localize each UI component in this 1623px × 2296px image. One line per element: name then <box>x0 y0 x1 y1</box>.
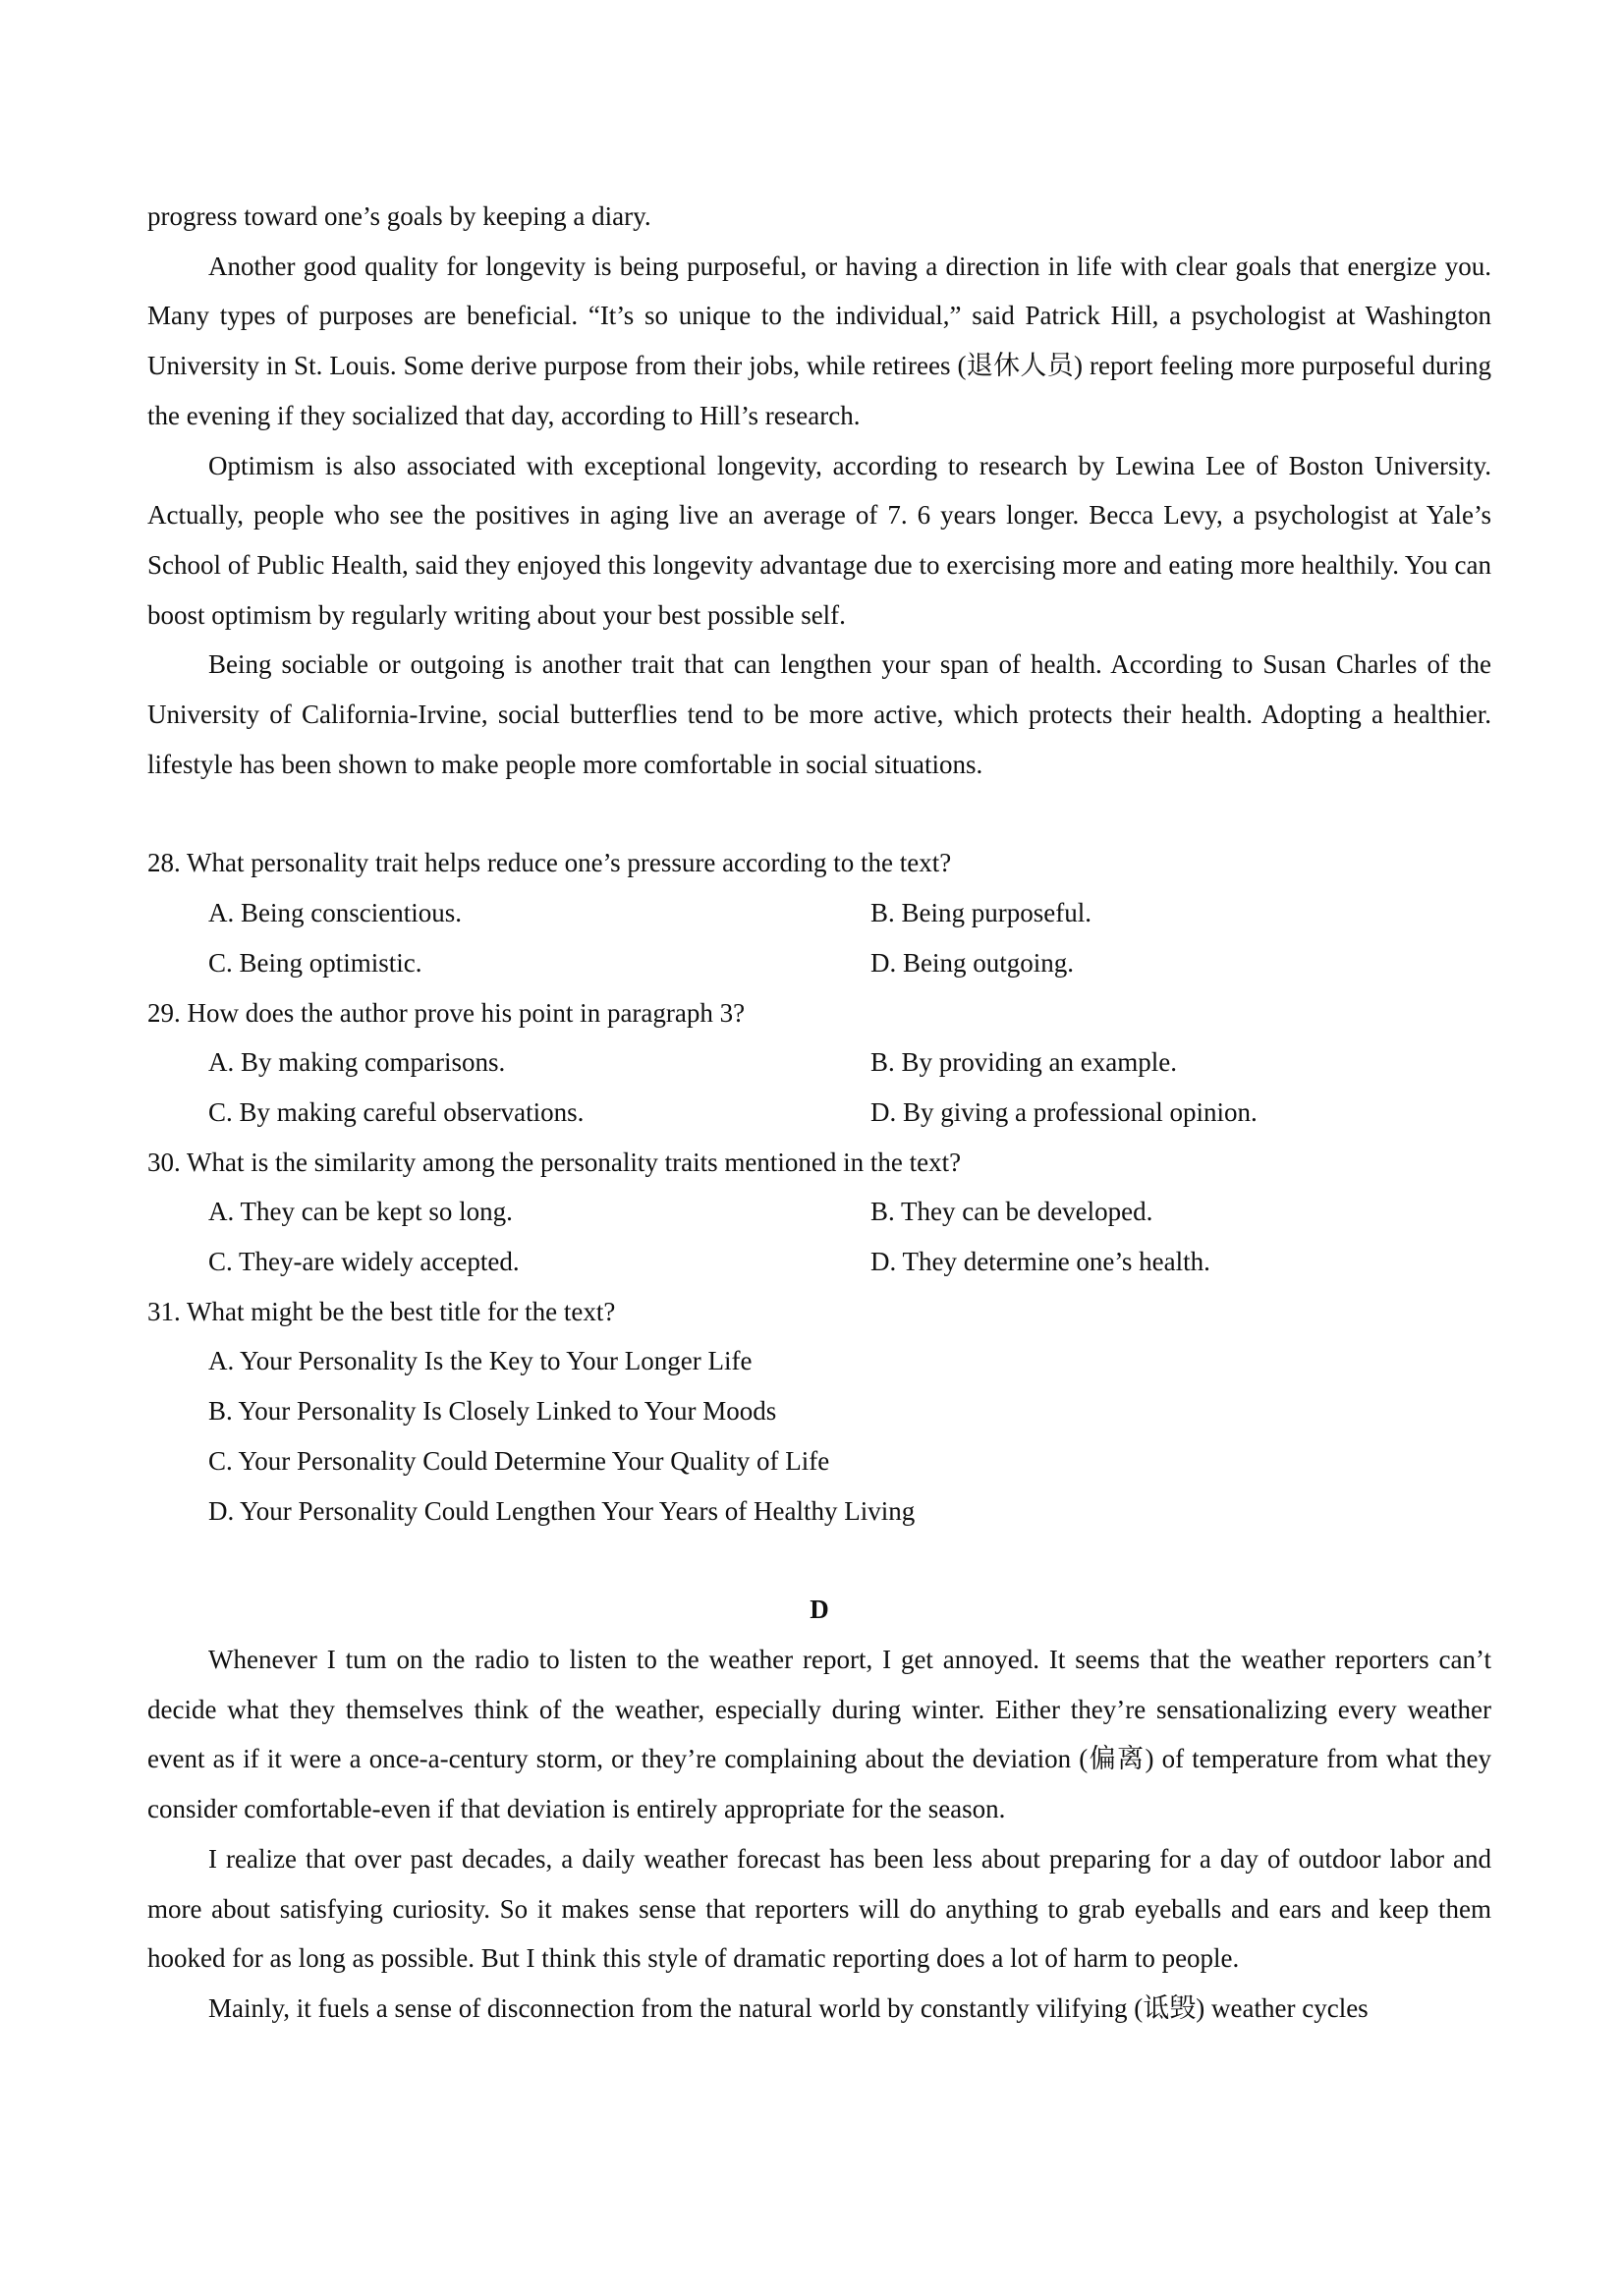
section-title: D <box>810 1595 829 1625</box>
question-stem: 28. What personality trait helps reduce one’s pressure according to the text? <box>147 848 952 878</box>
option-b: B. Your Personality Is Closely Linked to Your Moods <box>208 1396 777 1427</box>
option-c: C. By making careful observations. <box>208 1096 585 1127</box>
question-stem: 29. How does the author prove his point in paragraph 3? <box>147 997 746 1028</box>
option-d: D. They determine one’s health. <box>870 1247 1210 1277</box>
exam-page <box>147 192 1491 2034</box>
passage-d-paragraph-1: Whenever I tum on the radio to listen to the weather report, I get annoyed. It seems that the weather reporters can’t decide what they themselves think of the weather, especially during winter. Either they’re sensationalizing every weather event as if it were a once-a-century storm, or they’re complaining about the deviation (偏离) of temperature from what they consider comfortable-even if that deviation is entirely appropriate for the season. <box>147 1644 1491 1824</box>
option-c: C. They-are widely accepted. <box>208 1247 520 1277</box>
section-gap <box>147 1536 1491 1585</box>
option-a: A. By making comparisons. <box>208 1047 506 1078</box>
option-d: D. Your Personality Could Lengthen Your Years of Healthy Living <box>208 1495 916 1526</box>
passage-c-paragraph-0: progress toward one’s goals by keeping a diary. <box>147 201 651 231</box>
question-29 <box>147 988 1491 1138</box>
option-a: A. They can be kept so long. <box>208 1197 513 1227</box>
question-31 <box>147 1287 1491 1537</box>
question-28 <box>147 838 1491 987</box>
passage-c-paragraph-3: Being sociable or outgoing is another trait that can lengthen your span of health. According to Susan Charles of the University of California-Irvine, social butterflies tend to be more active, which protects their health. Adopting a healthier. lifestyle has been shown to make people more comfortable in social situations. <box>147 649 1491 779</box>
question-stem: 31. What might be the best title for the text? <box>147 1296 616 1326</box>
question-30 <box>147 1138 1491 1287</box>
passage-d-paragraph-2: I realize that over past decades, a daily weather forecast has been less about preparing for a day of outdoor labor and more about satisfying curiosity. So it makes sense that reporters will do anything to grab eyeballs and ears and keep them hooked for as long as possible. But I think this style of dramatic reporting does a lot of harm to people. <box>147 1843 1491 1974</box>
options-list <box>147 1336 1491 1536</box>
options-grid <box>147 1037 1491 1137</box>
option-c: C. Your Personality Could Determine Your Quality of Life <box>208 1445 830 1476</box>
option-b: B. They can be developed. <box>870 1197 1153 1227</box>
options-grid <box>147 888 1491 987</box>
option-b: B. Being purposeful. <box>870 898 1091 928</box>
passage-c-paragraph-1: Another good quality for longevity is being purposeful, or having a direction in life with clear goals that energize you. Many types of purposes are beneficial. “It’s so unique to the individual,” said Patrick Hill, a psychologist at Washington University in St. Louis. Some derive purpose from their jobs, while retirees (退休人员) report feeling more purposeful during the evening if they socialized that day, according to Hill’s research. <box>147 251 1491 430</box>
option-c: C. Being optimistic. <box>208 947 422 978</box>
option-a: A. Being conscientious. <box>208 898 462 928</box>
option-b: B. By providing an example. <box>870 1047 1177 1078</box>
passage-d-paragraph-3: Mainly, it fuels a sense of disconnection from the natural world by constantly vilifying (诋毁) weather cycles <box>208 1992 1369 2023</box>
passage-c-paragraph-2: Optimism is also associated with exceptional longevity, according to research by Lewina Lee of Boston University. Actually, people who see the positives in aging live an average of 7. 6 years longer. Becca Levy, a psychologist at Yale’s School of Public Health, said they enjoyed this longevity advantage due to exercising more and eating more healthily. You can boost optimism by regularly writing about your best possible self. <box>147 450 1491 630</box>
option-d: D. By giving a professional opinion. <box>870 1096 1258 1127</box>
option-d: D. Being outgoing. <box>870 947 1074 978</box>
option-a: A. Your Personality Is the Key to Your Longer Life <box>208 1346 753 1376</box>
question-stem: 30. What is the similarity among the personality traits mentioned in the text? <box>147 1147 962 1177</box>
options-grid <box>147 1187 1491 1286</box>
section-gap <box>147 789 1491 838</box>
